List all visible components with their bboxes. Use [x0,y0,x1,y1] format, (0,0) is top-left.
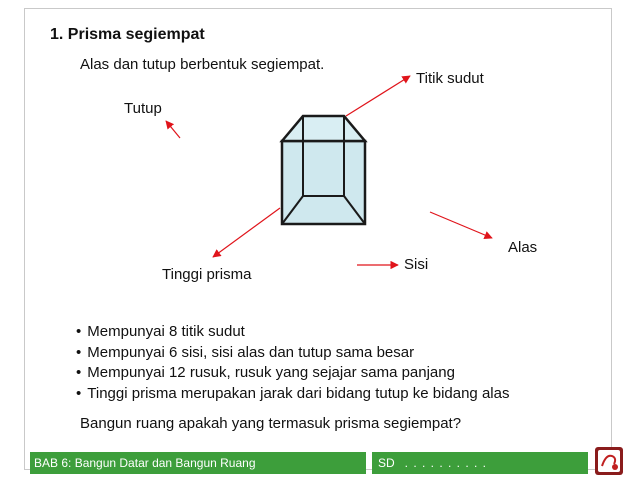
property-item: • Mempunyai 8 titik sudut [76,322,509,343]
property-item: • Mempunyai 12 rusuk, rusuk yang sejajar sama panjang [76,363,509,384]
prism-top-face [282,116,365,141]
prism-shape [282,116,365,224]
label-titik-sudut: Titik sudut [416,70,484,87]
label-tinggi-prisma: Tinggi prisma [162,266,252,283]
arrow-alas [430,212,492,238]
footer-level [372,452,588,474]
label-alas: Alas [508,239,538,256]
footer-level-label: SD [378,456,395,470]
arrow-tutup [166,121,180,138]
click-and-how-logo-icon [594,446,624,476]
properties-list [76,322,509,404]
property-item: • Mempunyai 6 sisi, sisi alas dan tutup sama besar [76,343,509,364]
arrow-titik-sudut [346,76,410,116]
arrow-tinggi-prisma [213,208,280,257]
question-text: Bangun ruang apakah yang termasuk prisma segiempat? [80,415,462,432]
label-sisi: Sisi [404,256,429,273]
description-text: Alas dan tutup berbentuk segiempat. [80,56,325,73]
prism-front-face [282,141,365,224]
property-item: • Tinggi prisma merupakan jarak dari bidang tutup ke bidang alas [76,384,509,405]
footer-chapter: BAB 6: Bangun Datar dan Bangun Ruang [30,452,366,474]
footer-dots: . . . . . . . . . . [404,456,488,470]
label-tutup: Tutup [124,100,162,117]
page-title: 1. Prisma segiempat [50,26,205,43]
